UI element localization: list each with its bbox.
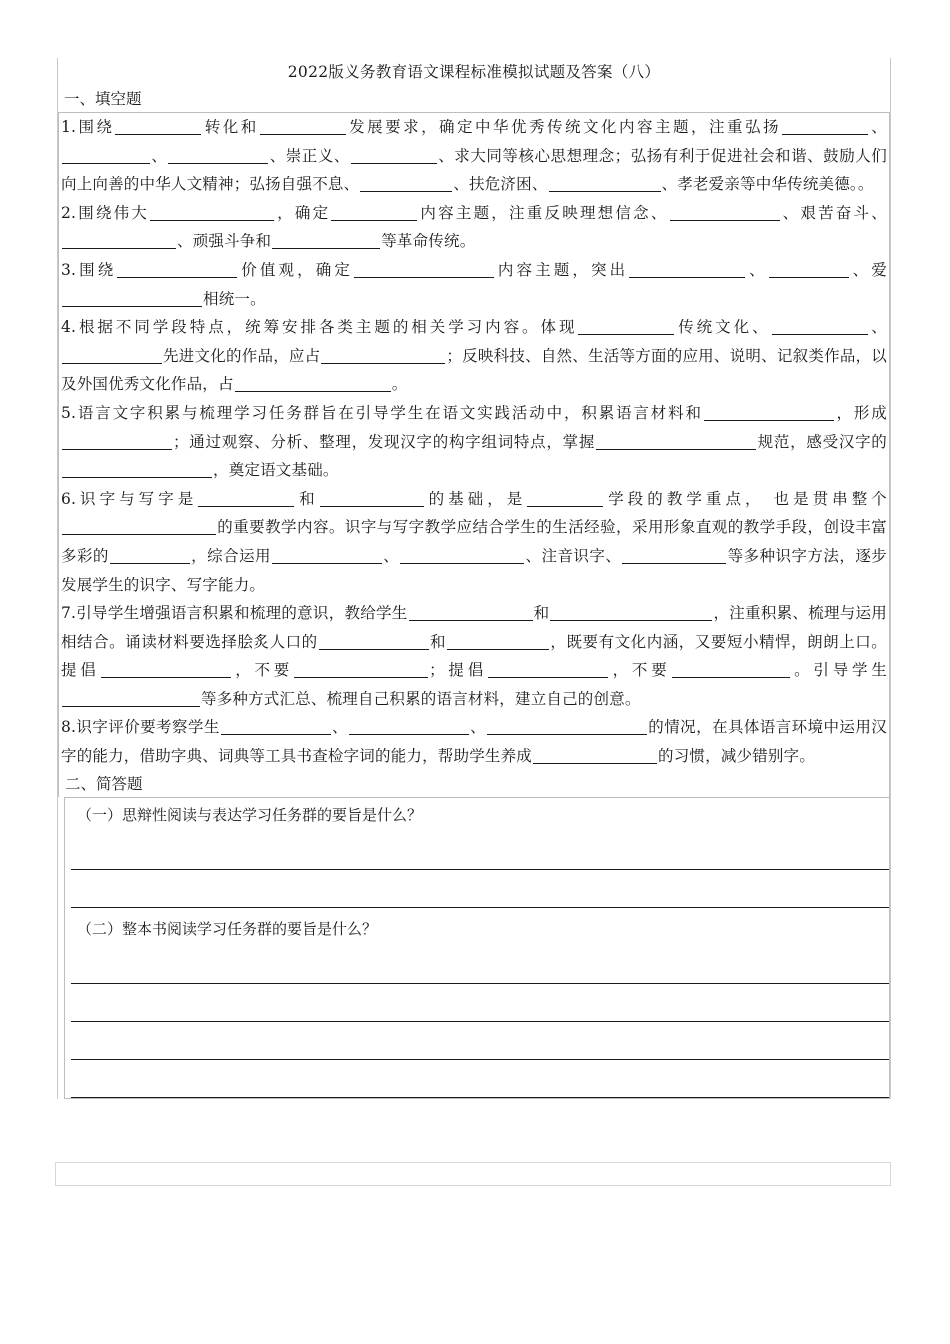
question-text: 、艰苦奋斗、 — [780, 203, 887, 222]
answer-blank[interactable] — [62, 290, 202, 307]
question-text: 、孝老爱亲等中华传统美德。。 — [661, 175, 874, 194]
footer-frame — [55, 1162, 891, 1186]
question-text: ，形成 — [834, 403, 887, 422]
answer-blank[interactable] — [101, 661, 231, 678]
question-text: 6.识字与写字是 — [61, 489, 198, 508]
question-text: 和 — [429, 632, 447, 651]
answer-blank[interactable] — [62, 232, 176, 249]
question-text: 1.围绕 — [61, 118, 115, 136]
answer-blank[interactable] — [578, 318, 674, 335]
question-text: 、爱 — [849, 260, 888, 279]
answer-blank[interactable] — [294, 661, 428, 678]
answer-line[interactable] — [71, 832, 889, 870]
answer-blank[interactable] — [549, 175, 661, 192]
question-text: 8.识字评价要考察学生 — [61, 718, 220, 737]
question-text: 。引导学生 — [790, 661, 888, 680]
answer-blank[interactable] — [62, 433, 172, 450]
question-text: ，注重积累、梳理与运用相结合。诵读材料要选择脍炙人口的 — [61, 604, 888, 651]
question-text: 和 — [533, 604, 550, 623]
answer-blank[interactable] — [117, 261, 237, 278]
question-2 — [59, 199, 889, 256]
section-heading-short-answer: 二、简答题 — [65, 774, 143, 793]
answer-blank[interactable] — [235, 375, 391, 392]
answer-line[interactable] — [71, 946, 889, 984]
answer-blank[interactable] — [550, 604, 712, 621]
question-text: 。 — [391, 375, 408, 394]
question-text: 、 — [331, 718, 348, 737]
answer-blank[interactable] — [670, 204, 780, 221]
question-text: ，综合运用 — [190, 546, 272, 565]
answer-blank[interactable] — [272, 232, 380, 249]
question-text: 学段的教学重点， 也是贯串整个 — [604, 489, 887, 508]
question-text: ，既要有文化内涵，又要短小精悍，朗朗上口。提倡 — [61, 632, 888, 680]
question-text: 、 — [746, 260, 768, 279]
question-text: 的基础，是 — [424, 489, 527, 508]
question-text: 、求大同等核心思想理念；弘扬有利于促进社会和谐、鼓励人们向上向善的中华人文精神；弘扬自强不息、 — [61, 146, 887, 194]
question-text: 2.围绕伟大 — [61, 203, 150, 222]
answer-blank[interactable] — [629, 261, 745, 278]
answer-blank[interactable] — [221, 718, 331, 735]
fill-in-questions — [58, 112, 890, 797]
answer-line[interactable] — [71, 984, 889, 1022]
answer-blank[interactable] — [533, 747, 657, 764]
question-text: ；提倡 — [429, 661, 488, 680]
answer-blank[interactable] — [360, 175, 452, 192]
question-text: 、崇正义、 — [269, 146, 350, 165]
answer-blank[interactable] — [447, 633, 549, 650]
answer-blank[interactable] — [622, 547, 726, 564]
answer-blank[interactable] — [331, 204, 417, 221]
question-text: 发展要求，确定中华优秀传统文化内容主题，注重弘扬 — [346, 118, 781, 136]
question-text: 、注音识字、 — [525, 546, 622, 565]
exam-page — [57, 58, 891, 1099]
short-answer-question-2: （二）整本书阅读学习任务群的要旨是什么？ — [77, 919, 378, 938]
short-answer-question-1: （一）思辩性阅读与表达学习任务群的要旨是什么？ — [77, 805, 423, 824]
question-text: ；通过观察、分析、整理，发现汉字的构字组词特点，掌握 — [173, 432, 596, 451]
answer-blank[interactable] — [62, 461, 212, 478]
question-text: 等多种识字方法，逐步发展学生的识字、写字能力。 — [61, 546, 887, 594]
answer-blank[interactable] — [115, 118, 201, 135]
question-text: 5.语言文字积累与梳理学习任务群旨在引导学生在语文实践活动中，积累语言材料和 — [61, 403, 703, 422]
answer-blank[interactable] — [782, 118, 868, 135]
question-text: ，不要 — [609, 661, 671, 680]
answer-blank[interactable] — [320, 490, 424, 507]
question-text: 、 — [383, 546, 400, 565]
answer-blank[interactable] — [168, 147, 268, 164]
question-text: 、 — [151, 146, 168, 165]
question-text: 4.根据不同学段特点，统筹安排各类主题的相关学习内容。体现 — [61, 318, 578, 337]
short-answer-area — [64, 797, 890, 1099]
question-text: 等革命传统。 — [381, 232, 476, 251]
page-title: 2022版义务教育语文课程标准模拟试题及答案（八） — [287, 63, 661, 81]
answer-blank[interactable] — [409, 604, 533, 621]
answer-blank[interactable] — [487, 718, 647, 735]
answer-blank[interactable] — [354, 261, 494, 278]
question-text: 传统文化、 — [675, 318, 771, 337]
question-text: 7.引导学生增强语言积累和梳理的意识，教给学生 — [61, 604, 408, 623]
question-text: 先进文化的作品，应占 — [163, 346, 321, 365]
question-text: 和 — [295, 489, 319, 508]
answer-blank[interactable] — [772, 318, 868, 335]
answer-line[interactable] — [71, 1060, 889, 1098]
answer-blank[interactable] — [400, 547, 524, 564]
answer-blank[interactable] — [319, 633, 429, 650]
question-text: 价值观，确定 — [238, 260, 353, 279]
answer-blank[interactable] — [62, 518, 216, 535]
question-text: 转化和 — [202, 118, 259, 136]
question-6 — [59, 485, 889, 599]
answer-blank[interactable] — [769, 261, 849, 278]
question-text: 内容主题，注重反映理想信念、 — [418, 203, 669, 222]
answer-blank[interactable] — [150, 204, 274, 221]
answer-blank[interactable] — [351, 147, 437, 164]
answer-blank[interactable] — [704, 404, 834, 421]
question-4 — [59, 313, 889, 399]
answer-blank[interactable] — [260, 118, 346, 135]
answer-blank[interactable] — [62, 347, 162, 364]
answer-line[interactable] — [71, 870, 889, 908]
answer-blank[interactable] — [672, 661, 790, 678]
answer-line[interactable] — [71, 1022, 889, 1060]
question-text: 、顽强斗争和 — [177, 232, 272, 251]
answer-blank[interactable] — [321, 347, 445, 364]
question-text: 3.围绕 — [61, 260, 117, 279]
question-text: ；反映科技、自然、生活等方面的应用、说明、记叙类作品，以及外国优秀文化作品，占 — [61, 346, 887, 394]
question-8 — [59, 713, 889, 770]
question-text: 、 — [869, 118, 887, 136]
question-1 — [59, 113, 889, 199]
answer-blank[interactable] — [596, 433, 756, 450]
question-text: 等多种方式汇总、梳理自己积累的语言材料，建立自己的创意。 — [201, 689, 641, 708]
question-text: 规范，感受汉字的 — [757, 432, 888, 451]
question-text: 、 — [469, 718, 487, 737]
answer-blank[interactable] — [272, 547, 382, 564]
question-text: ，奠定语文基础。 — [213, 461, 339, 480]
question-text: ，确定 — [275, 203, 331, 222]
question-text: 的情况，在具体语言环境中运用汉字的能力，借助字典、词典等工具书查检字词的能力，帮助学生养成 — [61, 718, 887, 766]
answer-blank[interactable] — [349, 718, 469, 735]
answer-blank[interactable] — [62, 147, 150, 164]
question-text: ，不要 — [231, 661, 294, 680]
question-text: 、 — [868, 318, 887, 337]
answer-blank[interactable] — [488, 661, 608, 678]
question-text: 相统一。 — [203, 289, 266, 308]
answer-blank[interactable] — [527, 490, 603, 507]
question-text: 的重要教学内容。识字与写字教学应结合学生的生活经验，采用形象直观的教学手段，创设丰富多彩的 — [61, 518, 887, 565]
question-7 — [59, 599, 889, 713]
question-5 — [59, 399, 889, 485]
answer-blank[interactable] — [110, 547, 190, 564]
question-text: 的习惯，减少错别字。 — [658, 747, 816, 766]
question-3 — [59, 256, 889, 313]
answer-blank[interactable] — [198, 490, 294, 507]
question-text: 、扶危济困、 — [453, 175, 548, 194]
answer-blank[interactable] — [62, 690, 200, 707]
section-heading-fill-in: 一、填空题 — [64, 90, 142, 108]
question-text: 内容主题，突出 — [494, 260, 629, 279]
